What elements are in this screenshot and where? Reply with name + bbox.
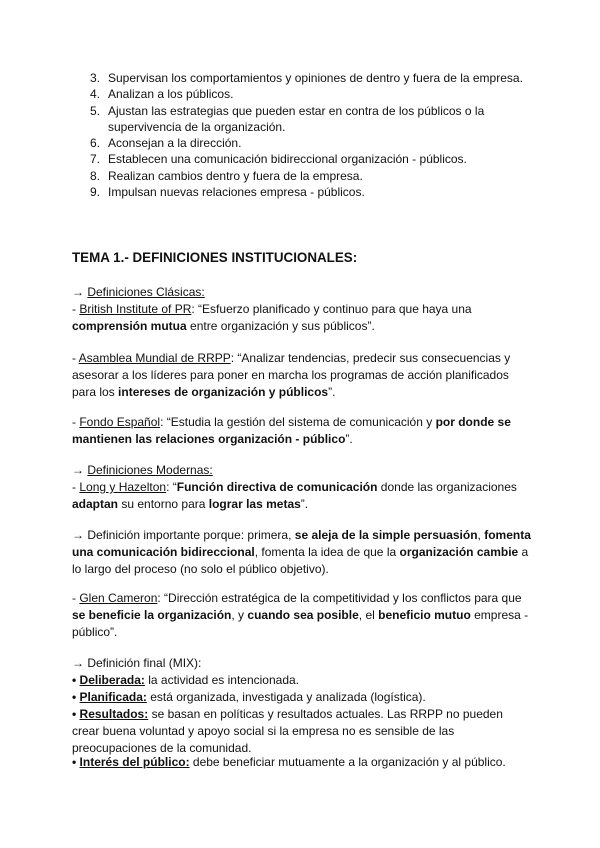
definition-fe (72, 414, 532, 448)
numbered-list (72, 70, 542, 200)
clasicas-title (72, 284, 532, 301)
final-item-resultados (72, 706, 532, 758)
definition-gc (72, 590, 532, 642)
term: Deliberada: (79, 673, 145, 687)
importance-note (72, 527, 532, 579)
definition-text: ”. (345, 432, 353, 447)
list-item (72, 184, 542, 200)
bullet: • (72, 673, 80, 687)
list-number: 6. (89, 136, 100, 151)
section-heading: TEMA 1.- DEFINICIONES INSTITUCIONALES: (72, 250, 358, 265)
definition-text: ”. (300, 497, 309, 512)
bold-term: beneficio mutuo (378, 608, 471, 623)
bold-term: se beneficie la organización (72, 608, 232, 623)
bold-term: adaptan (72, 497, 119, 512)
definition-bip (72, 301, 532, 335)
definition-text: su entorno para (118, 497, 209, 512)
source-name: Glen Cameron (79, 591, 158, 605)
bold-term: Función directiva de comunicación (176, 480, 378, 494)
bold-term: intereses de organización y públicos (118, 385, 329, 400)
final-item-interes (72, 754, 532, 771)
term: Interés del público: (79, 755, 190, 769)
source-name: Long y Hazelton (79, 480, 167, 494)
definition-text: : “Esfuerzo planificado y continuo para que haya una (191, 302, 472, 316)
list-text: Impulsan nuevas relaciones empresa - públicos. (108, 185, 365, 200)
source-name: Asamblea Mundial de RRPP (78, 351, 231, 365)
arrow-glyph: → (72, 463, 88, 477)
list-text: Realizan cambios dentro y fuera de la empresa. (108, 168, 363, 183)
list-item (72, 151, 542, 167)
definition-text: : “ (166, 480, 177, 494)
definition-lh (72, 479, 532, 513)
list-item (72, 86, 542, 102)
list-number: 3. (89, 71, 100, 85)
bold-term: cuando sea posible (247, 608, 359, 623)
bold-term: fomenta una comunicación bidireccional (72, 528, 531, 560)
bullet: • (72, 755, 80, 769)
list-text: Ajustan las estrategias que pueden estar en contra de los públicos o la supervivencia de la organización. (108, 103, 485, 134)
definition-text: , y (231, 608, 248, 623)
list-number: 9. (89, 185, 100, 200)
source-name: British Institute of PR (79, 302, 192, 316)
dash: - (72, 302, 80, 316)
final-item-planificada (72, 689, 532, 706)
definition-text: : “Estudia la gestión del sistema de comunicación y (160, 415, 436, 429)
modernas-title-text: Definiciones Modernas: (87, 463, 213, 477)
term-text: debe beneficiar mutuamente a la organización y al público. (189, 755, 506, 769)
list-number: 4. (89, 87, 100, 102)
list-text: Establecen una comunicación bidireccional organización - públicos. (108, 152, 467, 167)
definition-text: entre organización y sus públicos”. (186, 319, 375, 334)
note-text: , (477, 528, 485, 542)
dash: - (72, 480, 80, 494)
term: Resultados: (79, 707, 149, 721)
dash: - (72, 351, 79, 365)
definition-text: empresa - público”. (72, 608, 529, 640)
bold-term: organización cambie (399, 545, 519, 560)
list-number: 7. (89, 152, 100, 167)
clasicas-title-text: Definiciones Clásicas: (87, 285, 205, 299)
term: Planificada: (79, 690, 147, 704)
bullet: • (72, 707, 80, 721)
note-text: a lo largo del proceso (no solo el público objetivo). (72, 545, 529, 577)
definition-text: : “Dirección estratégica de la competitividad y los conflictos para que (157, 591, 522, 605)
note-text: , fomenta la idea de que la (254, 545, 400, 560)
definition-text: , el (358, 608, 379, 623)
term-text: está organizada, investigada y analizada (logística). (146, 690, 426, 704)
definition-amr (72, 350, 532, 402)
list-item (72, 70, 542, 86)
final-item-deliberada (72, 672, 532, 689)
list-text: Analizan a los públicos. (108, 87, 234, 102)
arrow-glyph: → (72, 285, 88, 299)
final-title: → Definición final (MIX): (72, 656, 202, 670)
dash: - (72, 415, 80, 429)
modernas-title (72, 462, 532, 479)
list-number: 8. (89, 168, 100, 183)
list-text: Supervisan los comportamientos y opiniones de dentro y fuera de la empresa. (108, 71, 523, 85)
definition-text: ”. (328, 385, 336, 400)
bullet: • (72, 690, 80, 704)
definition-text: : “Analizar tendencias, predecir sus consecuencias y asesorar a los líderes para poner en marcha los programas de acción planificados para los (72, 351, 511, 400)
list-item (72, 168, 542, 184)
list-item (72, 103, 542, 136)
dash: - (72, 591, 80, 605)
bold-term: se aleja de la simple persuasión (294, 528, 478, 542)
source-name: Fondo Español (79, 415, 161, 429)
note-text: → Definición importante porque: primera, (72, 528, 295, 542)
bold-term: por donde se mantienen las relaciones organización - público (72, 415, 511, 447)
list-item (72, 135, 542, 151)
list-number: 5. (89, 103, 100, 118)
term-text: se basan en políticas y resultados actuales. Las RRPP no pueden crear buena voluntad y apoyo social si la empresa no es sensible de las preocupaciones de la comunidad. (72, 707, 503, 756)
bold-term: comprensión mutua (72, 319, 187, 334)
definition-text: donde las organizaciones (377, 480, 517, 494)
list-text: Aconsejan a la dirección. (108, 136, 242, 151)
bold-term: lograr las metas (208, 497, 301, 512)
term-text: la actividad es intencionada. (144, 673, 300, 687)
